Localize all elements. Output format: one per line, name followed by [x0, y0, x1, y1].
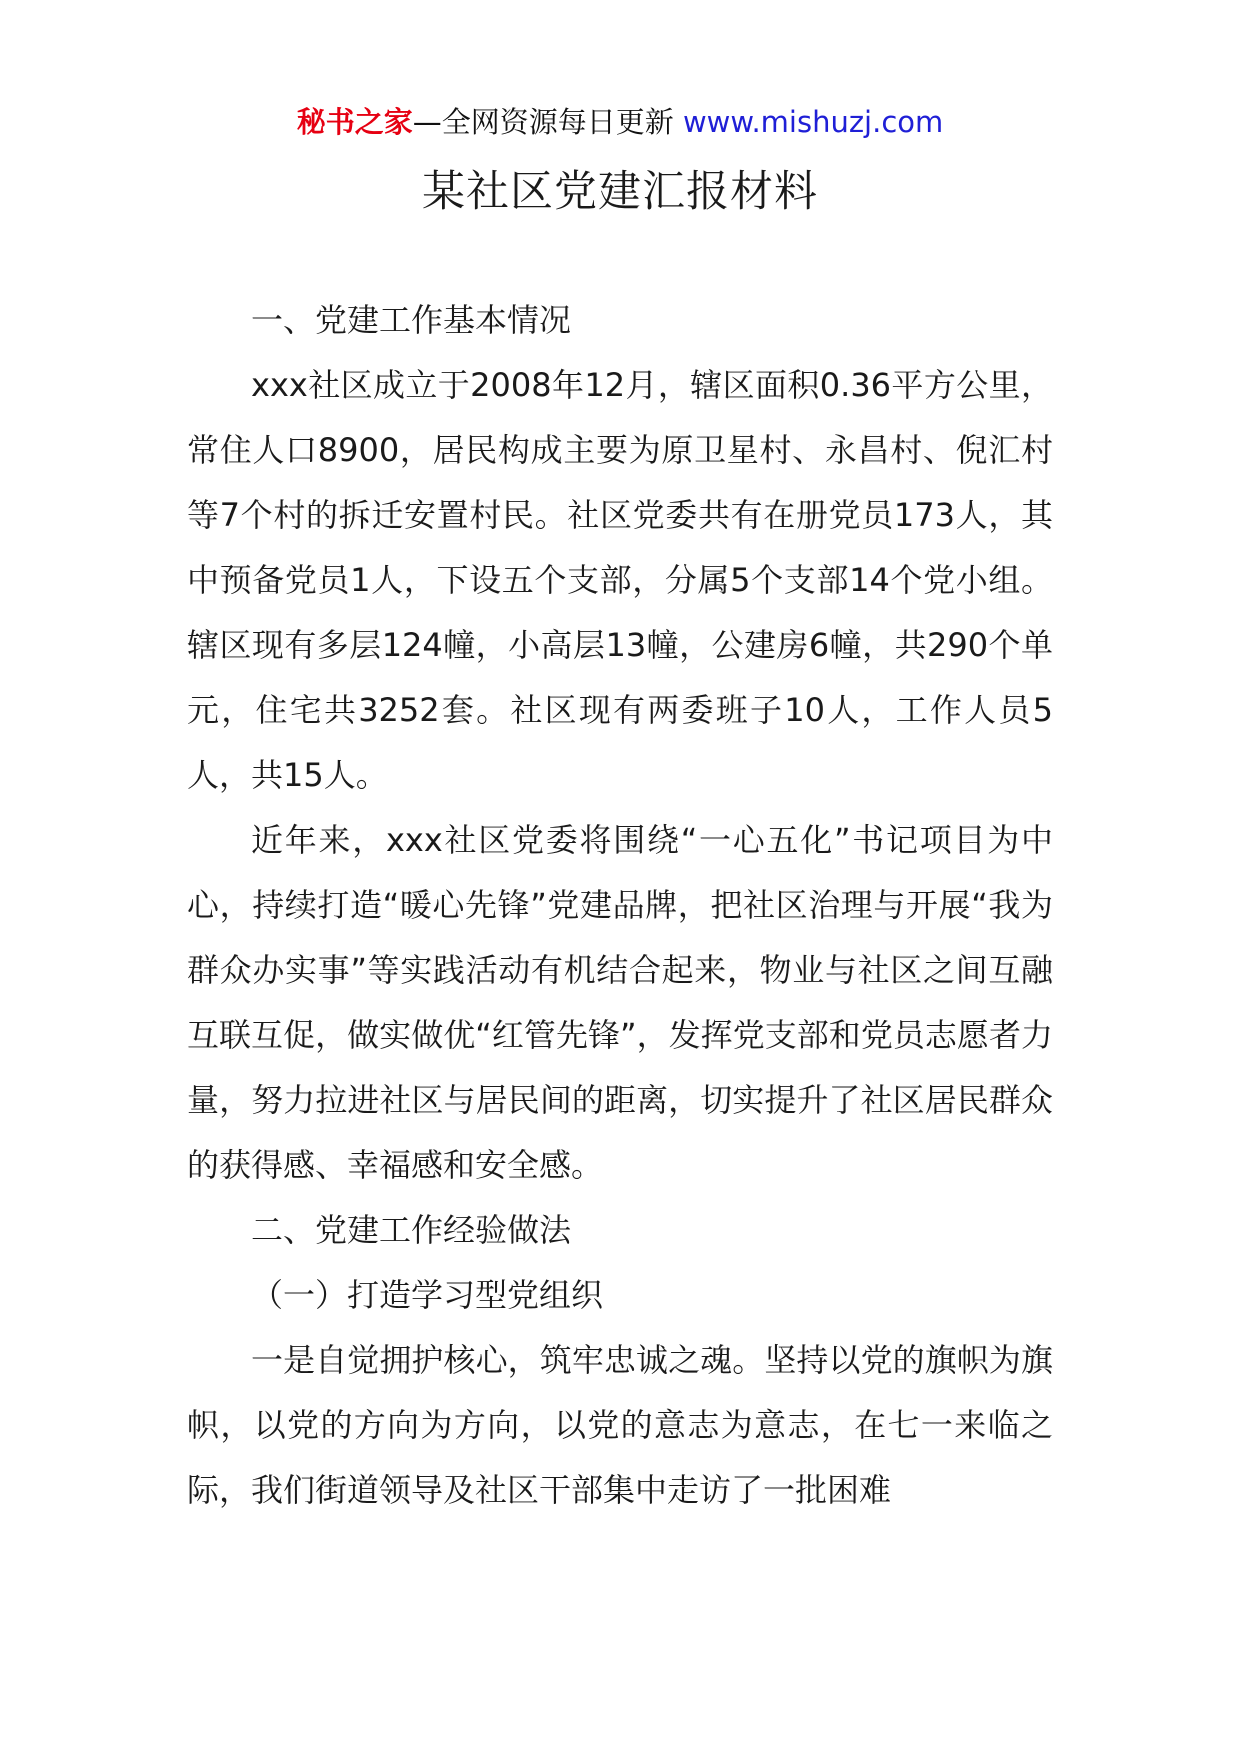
document-title: 某社区党建汇报材料 [422, 167, 818, 217]
body-paragraph: 一是自觉拥护核心，筑牢忠诚之魂。坚持以党的旗帜为旗帜，以党的方向为方向，以党的意志为意志，在七一来临之际，我们街道领导及社区干部集中走访了一批困难 [187, 1341, 1053, 1509]
subsection-heading: （一）打造学习型党组织 [251, 1276, 604, 1314]
body-paragraph: 近年来，xxx社区党委将围绕“一心五化”书记项目为中心，持续打造“暖心先锋”党建品牌，把社区治理与开展“我为群众办实事”等实践活动有机结合起来，物业与社区之间互融互联互促，做实做优“红管先锋”，发挥党支部和党员志愿者力量，努力拉进社区与居民间的距离，切实提升了社区居民群众的获得感、幸福感和安全感。 [187, 821, 1053, 1184]
site-url-link[interactable]: www.mishuzj.com [682, 105, 944, 139]
section-heading: 二、党建工作经验做法 [251, 1211, 572, 1249]
section-heading: 一、党建工作基本情况 [251, 301, 572, 339]
site-header [0, 102, 1240, 142]
document-body [187, 288, 1053, 1523]
site-brand: 秘书之家 [296, 105, 413, 139]
body-paragraph: xxx社区成立于2008年12月，辖区面积0.36平方公里，常住人口8900，居民构成主要为原卫星村、永昌村、倪汇村等7个村的拆迁安置村民。社区党委共有在册党员173人，其中预备党员1人，下设五个支部，分属5个支部14个党小组。辖区现有多层124幢，小高层13幢，公建房6幢，共290个单元，住宅共3252套。社区现有两委班子10人，工作人员5人，共15人。 [187, 366, 1053, 794]
site-tagline: —全网资源每日更新 [412, 105, 674, 139]
